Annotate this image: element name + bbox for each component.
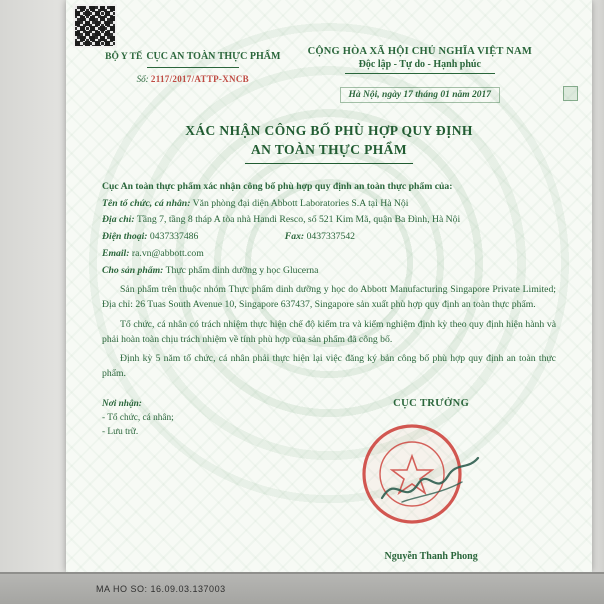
document-number-value: 2117/2017/ATTP-XNCB — [150, 74, 249, 84]
title-line-2: AN TOÀN THỰC PHẨM — [251, 142, 407, 157]
scan-margin-left — [0, 0, 66, 604]
field-fax-value: 0437337542 — [306, 231, 355, 243]
file-code-text: MA HO SO: 16.09.03.137003 — [96, 584, 226, 594]
qr-code — [75, 6, 115, 46]
intro-line: Cục An toàn thực phẩm xác nhận công bố phù hợp quy định an toàn thực phẩm của: — [102, 181, 453, 192]
paragraph-responsibility: Tổ chức, cá nhân có trách nhiệm thực hiện chế độ kiểm tra và kiểm nghiệm định kỳ theo quy định hiện hành và phải hoàn toàn chịu trách nhiệm về tính phù hợp của sản phẩm đã công bố. — [102, 318, 556, 345]
national-motto: Độc lập - Tự do - Hạnh phúc — [358, 59, 481, 70]
date-line: Hà Nội, ngày 17 tháng 01 năm 2017 — [340, 87, 501, 103]
field-email-value: ra.vn@abbott.com — [131, 247, 204, 259]
document-footer — [102, 398, 556, 568]
document-number-label: Số: — [136, 74, 149, 84]
scan-footer-bar — [0, 572, 604, 604]
field-address-value: Tầng 7, tầng 8 tháp A tòa nhà Handi Resco, số 521 Kim Mã, quận Ba Đình, Hà Nội — [136, 214, 461, 226]
field-address-label: Địa chỉ: — [102, 214, 135, 226]
recipients-label: Nơi nhận: — [102, 398, 142, 409]
header-divider-right — [345, 73, 495, 74]
signer-name: Nguyễn Thanh Phong — [384, 550, 478, 562]
document-number-line — [102, 74, 284, 84]
field-product-label: Cho sản phẩm: — [102, 264, 164, 276]
official-red-seal — [344, 412, 494, 542]
document-header — [102, 46, 556, 103]
signature-block — [306, 398, 556, 568]
field-phone-fax — [102, 230, 556, 245]
title-underline — [245, 163, 413, 164]
field-address — [102, 213, 556, 228]
field-organization-label: Tên tổ chức, cá nhân: — [102, 197, 191, 209]
field-product — [102, 264, 556, 279]
field-phone-value: 0437337486 — [149, 231, 199, 243]
department-name: CỤC AN TOÀN THỰC PHẨM — [146, 51, 281, 62]
document-body — [102, 180, 556, 382]
field-phone-label: Điện thoại: — [102, 231, 148, 243]
document-page — [66, 0, 592, 572]
national-header-block — [284, 46, 556, 103]
recipient-item: - Tổ chức, cá nhân; — [102, 412, 174, 423]
paragraph-renewal: Định kỳ 5 năm tổ chức, cá nhân phải thực hiện lại việc đăng ký bản công bố phù hợp quy định an toàn thực phẩm. — [102, 353, 556, 380]
field-organization — [102, 197, 556, 212]
document-title — [102, 123, 556, 164]
field-fax-label: Fax: — [284, 231, 305, 243]
ministry-name: BỘ Y TẾ — [105, 52, 143, 62]
scan-margin-right — [592, 0, 604, 604]
recipient-item: - Lưu trữ. — [102, 426, 139, 437]
field-product-value: Thực phẩm dinh dưỡng y học Glucerna — [165, 264, 319, 276]
field-email — [102, 247, 556, 262]
header-divider-left — [147, 67, 239, 68]
field-email-label: Email: — [102, 247, 130, 259]
national-title: CỘNG HÒA XÃ HỘI CHỦ NGHĨA VIỆT NAM — [307, 46, 532, 57]
paragraph-manufacturer: Sản phẩm trên thuộc nhóm Thực phẩm dinh dưỡng y học do Abbott Manufacturing Singapore Private Limited; Địa chỉ: 26 Tuas South Avenue 10, Singapore 637437, Singapore sản xuất phù hợp quy định an toàn thực phẩm. — [102, 284, 556, 311]
issuing-agency-block — [102, 46, 284, 103]
signer-title: CỤC TRƯỞNG — [393, 397, 470, 409]
field-organization-value: Văn phòng đại diện Abbott Laboratories S.A tại Hà Nội — [192, 197, 409, 209]
title-line-1: XÁC NHẬN CÔNG BỐ PHÙ HỢP QUY ĐỊNH — [185, 123, 473, 138]
drum-pattern-square — [563, 86, 578, 101]
recipients-block — [102, 398, 306, 568]
